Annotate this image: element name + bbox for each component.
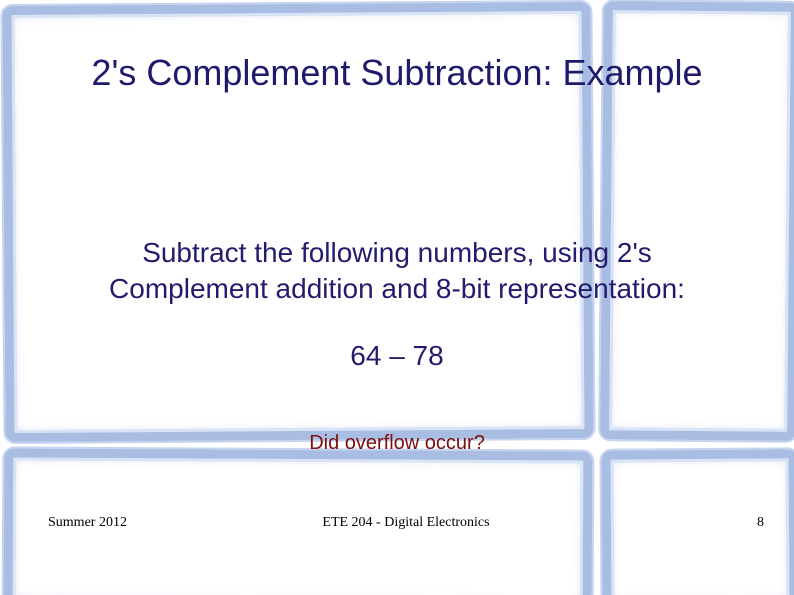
footer-page-number: 8 <box>757 515 764 530</box>
slide-title: 2's Complement Subtraction: Example <box>91 52 703 93</box>
footer-course: ETE 204 - Digital Electronics <box>322 515 490 530</box>
body-line-1: Subtract the following numbers, using 2's <box>142 237 652 268</box>
slide-body-instructions <box>0 235 794 307</box>
overflow-question: Did overflow occur? <box>309 432 485 454</box>
footer-date: Summer 2012 <box>48 515 127 530</box>
subtraction-expression: 64 – 78 <box>350 340 444 371</box>
body-line-2: Complement addition and 8-bit representation: <box>109 273 685 304</box>
